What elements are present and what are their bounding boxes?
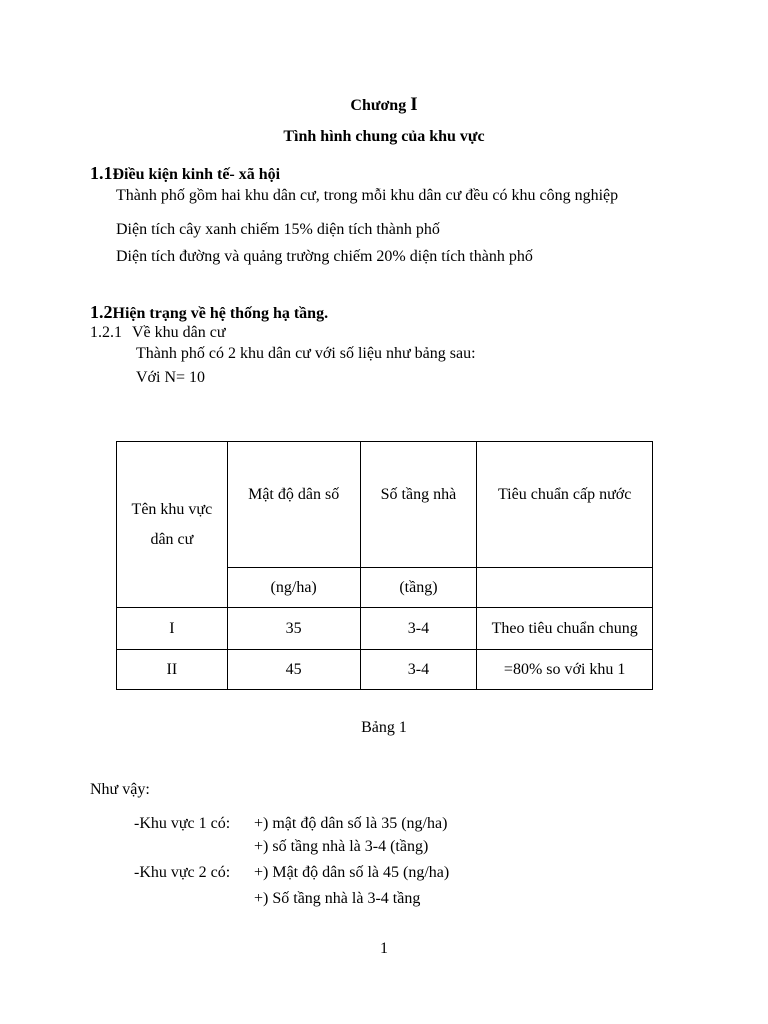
section-2-number: 1.2 <box>90 302 113 322</box>
area-1-line-1: +) mật độ dân số là 35 (ng/ha) <box>254 815 448 832</box>
chapter-heading <box>0 94 768 116</box>
section-2-title: Hiện trạng về hệ thống hạ tầng. <box>112 305 329 322</box>
table-row <box>117 608 653 650</box>
row-1-name: I <box>117 608 228 650</box>
row-1-water: Theo tiêu chuẩn chung <box>477 608 653 650</box>
population-table <box>116 441 653 690</box>
chapter-subtitle: Tình hình chung của khu vực <box>283 128 485 145</box>
subsection-line-1: Thành phố có 2 khu dân cư với số liệu như bảng sau: <box>136 345 476 362</box>
unit-water <box>477 568 653 608</box>
table-row <box>117 650 653 690</box>
area-1-line-2: +) số tầng nhà là 3-4 (tầng) <box>254 838 429 855</box>
summary-intro: Như vậy: <box>90 781 150 798</box>
unit-floors: (tầng) <box>360 568 477 608</box>
section-1-line-3: Diện tích đường và quảng trường chiếm 20% diện tích thành phố <box>116 248 533 265</box>
section-1-title: Điều kiện kinh tế- xã hội <box>112 166 281 183</box>
table-header-row <box>117 442 653 568</box>
section-1-line-2: Diện tích cây xanh chiếm 15% diện tích thành phố <box>116 221 440 238</box>
header-water-standard: Tiêu chuẩn cấp nước <box>477 442 653 568</box>
table-caption: Bảng 1 <box>361 719 407 736</box>
area-1-label: -Khu vực 1 có: <box>134 815 231 832</box>
subsection-line-2: Với N= 10 <box>136 369 206 386</box>
page-number: 1 <box>380 940 388 957</box>
header-floors: Số tầng nhà <box>360 442 477 568</box>
subsection-heading <box>90 324 226 342</box>
header-area-name: Tên khu vực dân cư <box>117 442 228 608</box>
section-1-heading <box>90 163 280 184</box>
header-density: Mật độ dân số <box>227 442 360 568</box>
chapter-number: I <box>410 94 418 115</box>
row-2-density: 45 <box>227 650 360 690</box>
section-1-line-1: Thành phố gồm hai khu dân cư, trong mỗi khu dân cư đều có khu công nghiệp <box>116 187 619 204</box>
row-2-floors: 3-4 <box>360 650 477 690</box>
row-2-name: II <box>117 650 228 690</box>
row-1-density: 35 <box>227 608 360 650</box>
area-2-line-1: +) Mật độ dân số là 45 (ng/ha) <box>254 864 450 881</box>
subsection-title: Về khu dân cư <box>132 324 226 341</box>
section-2-heading <box>90 302 328 323</box>
row-2-water: =80% so với khu 1 <box>477 650 653 690</box>
subsection-number: 1.2.1 <box>90 324 122 341</box>
area-2-label: -Khu vực 2 có: <box>134 864 231 881</box>
chapter-word: Chương <box>350 97 407 114</box>
area-2-line-2: +) Số tầng nhà là 3-4 tầng <box>254 890 421 907</box>
unit-density: (ng/ha) <box>227 568 360 608</box>
section-1-number: 1.1 <box>90 163 113 183</box>
row-1-floors: 3-4 <box>360 608 477 650</box>
